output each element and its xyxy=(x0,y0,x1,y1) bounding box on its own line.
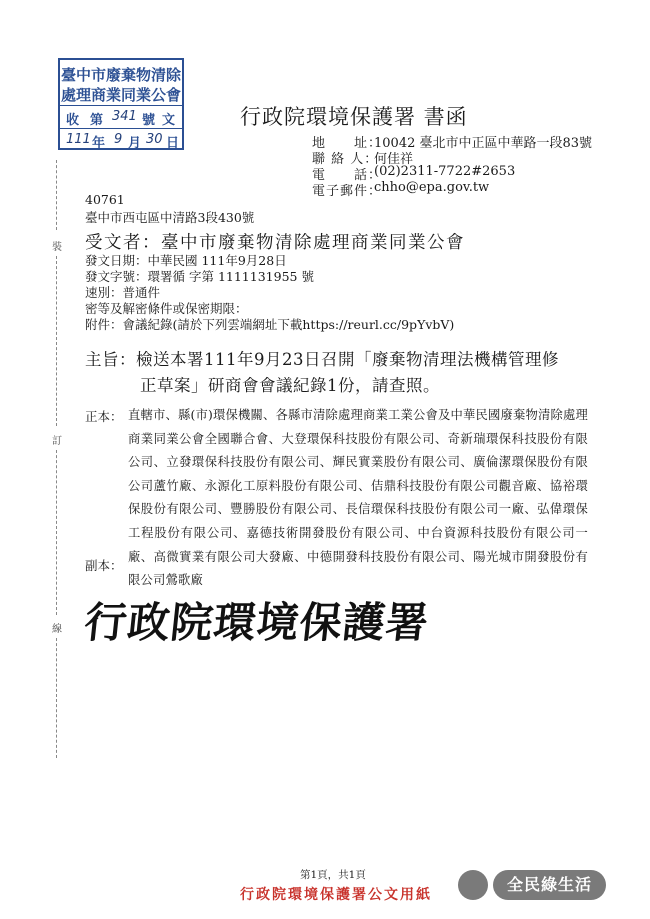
contact-phone-label: 電 話： xyxy=(312,168,383,183)
binding-line-mid2 xyxy=(56,450,57,615)
page-number: 第1頁，共1頁 xyxy=(300,869,366,881)
confidentiality: 密等及解密條件或保密期限： xyxy=(85,301,248,316)
binding-line-top xyxy=(56,160,57,230)
stamp-org-line2: 處理商業同業公會 xyxy=(60,86,181,104)
paper-title: 行政院環境保護署公文用紙 xyxy=(240,887,432,903)
contact-address-value: 10042 臺北市中正區中華路一段83號 xyxy=(374,136,593,151)
binding-line-bottom xyxy=(56,638,57,758)
logo-text: 全民綠生活 xyxy=(493,870,606,900)
contact-phone-value: (02)2311-7722#2653 xyxy=(374,164,516,179)
binding-mark-3: 線 xyxy=(52,624,62,635)
stamp-no-value: 341 xyxy=(112,109,137,124)
urgency: 速別：普通件 xyxy=(85,285,161,300)
copy-label: 副本： xyxy=(85,558,123,573)
cc-recipients: 直轄市、縣(市)環保機關、各縣市清除處理商業工業公會及中華民國廢棄物清除處理商業同業公會全國聯合會、大登環保科技股份有限公司、奇新瑞環保科技股份有限公司、立發環保科技股份有限公司、輝民實業股份有限公司、廣倫潔環保股份有限公司蘆竹廠、永源化工原料股份有限公司、佶鼎科技股份有限公司觀音廠、協裕環保股份有限公司、豐勝股份有限公司、長信環保科技股份有限公司一廠、弘偉環保工程股份有限公司、嘉德技術開發股份有限公司、中台資源科技股份有限公司一廠、高微實業有限公司大發廠、中德開發科技股份有限公司、陽光城市開發股份有限公司鶯歌廠 xyxy=(128,408,588,588)
stamp-year: 111 xyxy=(66,132,91,147)
stamp-number-row xyxy=(60,105,182,128)
attachment: 附件：會議紀錄(請於下列雲端網址下載https://reurl.cc/9pYvbV) xyxy=(85,317,455,332)
contact-person-value: 何佳祥 xyxy=(374,152,414,167)
stamp-month-label: 月 xyxy=(128,136,142,151)
leaf-icon xyxy=(458,870,488,900)
binding-mark-1: 裝 xyxy=(52,242,62,253)
agency-seal: 行政院環境保護署 xyxy=(82,598,432,647)
stamp-year-label: 年 xyxy=(92,136,106,151)
stamp-recv-label: 收 xyxy=(66,113,80,128)
contact-address-label: 地 址： xyxy=(312,136,383,151)
stamp-day: 30 xyxy=(146,132,163,147)
postal-code: 40761 xyxy=(85,192,125,207)
stamp-wen: 文 xyxy=(162,113,176,128)
subject-line2: 正草案」研商會會議紀錄1份，請查照。 xyxy=(140,376,440,395)
contact-email-label: 電子郵件： xyxy=(312,184,383,199)
stamp-no-suffix: 號 xyxy=(142,113,156,128)
stamp-month: 9 xyxy=(114,132,123,147)
subject-line1: 主旨：檢送本署111年9月23日召開「廢棄物清理法機構管理修 xyxy=(85,350,559,369)
recipient-address: 臺中市西屯區中清路3段430號 xyxy=(85,210,255,225)
receipt-stamp xyxy=(58,58,184,150)
stamp-date-row xyxy=(60,128,182,151)
binding-mark-2: 訂 xyxy=(52,436,62,447)
document-title: 行政院環境保護署 書函 xyxy=(240,105,468,129)
contact-person-label: 聯 絡 人： xyxy=(312,152,379,167)
binding-line-mid1 xyxy=(56,256,57,426)
green-life-logo xyxy=(458,868,608,902)
contact-email-value: chho@epa.gov.tw xyxy=(374,180,490,195)
issue-date: 發文日期：中華民國 111年9月28日 xyxy=(85,253,287,268)
recipient: 受文者：臺中市廢棄物清除處理商業同業公會 xyxy=(85,233,465,253)
stamp-org-line1: 臺中市廢棄物清除 xyxy=(60,66,181,84)
stamp-day-label: 日 xyxy=(166,136,180,151)
document-number: 發文字號：環署循 字第 1111131955 號 xyxy=(85,269,314,284)
stamp-no-label: 第 xyxy=(90,113,104,128)
cc-label: 正本： xyxy=(85,409,123,424)
